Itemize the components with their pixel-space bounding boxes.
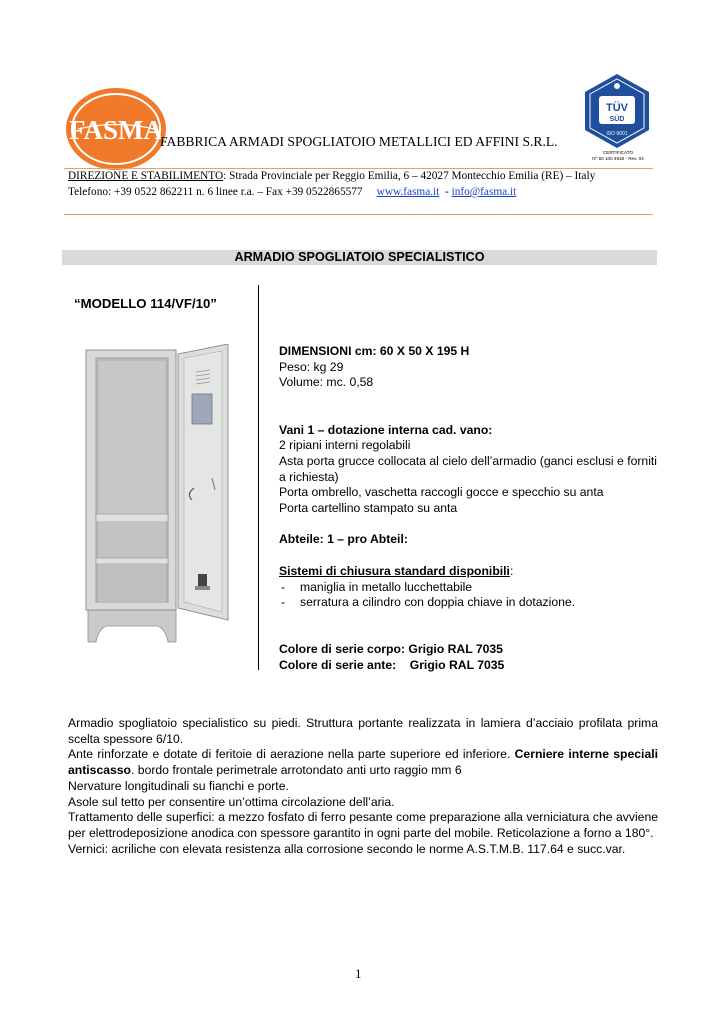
compartment-line: 2 ripiani interni regolabili — [279, 438, 411, 453]
description-text: Ante rinforzate e dotate di feritoie di aerazione nella parte superiore ed inferiore. — [68, 747, 515, 762]
contacts-line — [68, 186, 516, 198]
tuv-certification-logo — [581, 72, 653, 150]
description-paragraph: Asole sul tetto per consentire un’ottima circolazione dell’aria. — [68, 794, 395, 809]
locking-heading: Sistemi di chiusura standard disponibili — [279, 563, 510, 578]
locking-colon: : — [509, 563, 514, 578]
contacts-text: Telefono: +39 0522 862211 n. 6 linee r.a. – Fax +39 0522865577 — [68, 186, 363, 198]
website-link[interactable]: www.fasma.it — [376, 186, 440, 198]
color-body: Colore di serie corpo: Grigio RAL 7035 — [279, 642, 503, 657]
weight: Peso: kg 29 — [279, 359, 344, 374]
locking-list — [279, 580, 664, 611]
certificate-number: Nº 50 100 4918 - Rev. 04 — [592, 156, 644, 161]
compartment-line: Porta cartellino stampato su anta — [279, 501, 458, 516]
logo-text: FASMA — [69, 115, 163, 145]
description-paragraph: Armadio spogliatoio specialistico su piedi. Struttura portante realizzata in lamiera d’acciaio profilata prima scelta spessore 6/10. — [68, 716, 658, 746]
certificate-caption — [580, 150, 656, 162]
company-name: FABBRICA ARMADI SPOGLIATOIO METALLICI ED AFFINI S.R.L. — [160, 134, 558, 149]
address-line — [68, 170, 595, 182]
description-paragraph: Vernici: acriliche con elevata resistenza alla corrosione secondo le norme A.S.T.M.B. 117.64 e succ.var. — [68, 841, 626, 856]
model-name: “MODELLO 114/VF/10” — [74, 296, 217, 311]
svg-text:SÜD: SÜD — [609, 116, 625, 123]
certificate-label: CERTIFICATO — [602, 150, 634, 155]
compartments-heading: Vani 1 – dotazione interna cad. vano: — [279, 422, 493, 437]
address-label: DIREZIONE E STABILIMENTO — [68, 170, 224, 182]
header-divider-top — [64, 168, 653, 169]
fasma-logo — [64, 86, 168, 172]
description-paragraph: Trattamento delle superfici: a mezzo fosfato di ferro pesante come preparazione alla verniciatura che avviene per elettrodeposizione anodica con spessore garantito in ogni parte del mobile. Reticolazione a forno a 180°. — [68, 810, 658, 840]
dimensions: DIMENSIONI cm: 60 X 50 X 195 H — [279, 344, 470, 358]
description-bold: Cerniere interne speciali antiscasso — [68, 747, 658, 778]
abteile: Abteile: 1 – pro Abteil: — [279, 532, 408, 547]
email-link[interactable]: info@fasma.it — [451, 186, 517, 198]
description-text: . bordo frontale perimetrale arrotondato anti urto raggio mm 6 — [131, 763, 462, 778]
svg-text:TÜV: TÜV — [606, 102, 628, 114]
description-paragraph — [68, 747, 658, 778]
volume: Volume: mc. 0,58 — [279, 375, 374, 390]
header-divider-bottom — [64, 214, 653, 215]
locker-product-image — [82, 344, 234, 649]
cert-badge: ISO 9001 — [606, 131, 628, 137]
link-separator: - — [444, 186, 449, 198]
page-number: 1 — [355, 966, 362, 981]
page-title: ARMADIO SPOGLIATOIO SPECIALISTICO — [234, 250, 485, 264]
description-paragraph: Nervature longitudinali su fianchi e porte. — [68, 778, 289, 793]
vertical-divider — [258, 285, 259, 670]
address-text: : Strada Provinciale per Reggio Emilia, 6 – 42027 Montecchio Emilia (RE) – Italy — [223, 170, 596, 182]
description — [68, 716, 658, 857]
specifications — [279, 344, 664, 674]
locking-item: - maniglia in metallo lucchettabile — [279, 580, 664, 596]
color-doors: Colore di serie ante: Grigio RAL 7035 — [279, 658, 505, 672]
compartment-line: Asta porta grucce collocata al cielo dell’armadio (ganci esclusi e forniti a richiesta) — [279, 453, 657, 484]
locking-item: - serratura a cilindro con doppia chiave in dotazione. — [279, 595, 664, 611]
locking-heading-line — [279, 564, 664, 580]
compartment-line: Porta ombrello, vaschetta raccogli gocce e specchio su anta — [279, 485, 604, 500]
